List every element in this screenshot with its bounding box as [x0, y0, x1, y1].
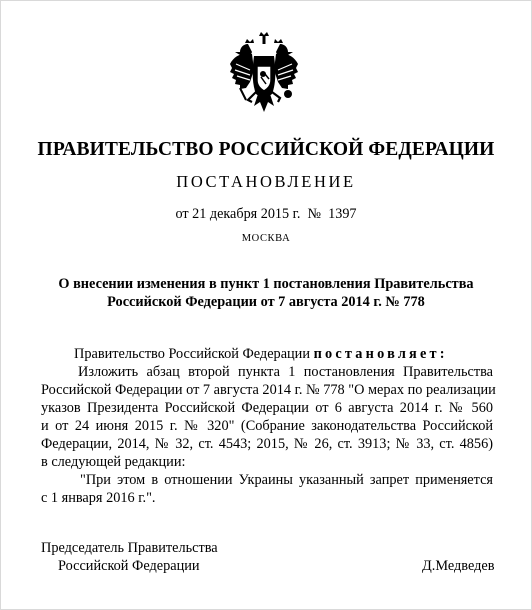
intro-verb: постановляет: — [313, 346, 448, 362]
signatory-name: Д.Медведев — [422, 558, 495, 574]
document-type: ПОСТАНОВЛЕНИЕ — [176, 172, 356, 191]
title-line-2: Российской Федерации от 7 августа 2014 г. № 778 — [107, 294, 425, 310]
government-heading: ПРАВИТЕЛЬСТВО РОССИЙСКОЙ ФЕДЕРАЦИИ — [37, 139, 495, 160]
body-line-7: "При этом в отношении Украины указанный запрет применяется — [80, 472, 493, 488]
date-and-number: от 21 декабря 2015 г. № 1397 — [175, 206, 357, 222]
body-line-5: Федерации, 2014, № 32, ст. 4543; 2015, № 26, ст. 3913; № 33, ст. 4856) — [41, 436, 493, 452]
body-line-8: с 1 января 2016 г.". — [41, 490, 156, 506]
body-line-2: Российской Федерации от 7 августа 2014 г. № 778 "О мерах по реализации — [41, 382, 496, 398]
signatory-position-line-2: Российской Федерации — [58, 558, 200, 574]
signatory-position-line-1: Председатель Правительства — [41, 540, 218, 556]
body-line-3: указов Президента Российской Федерации от 6 августа 2014 г. № 560 — [41, 400, 493, 416]
body-line-4: и от 24 июня 2015 г. № 320" (Собрание законодательства Российской — [41, 418, 493, 434]
title-line-1: О внесении изменения в пункт 1 постановления Правительства — [58, 276, 474, 292]
double-headed-eagle-icon — [226, 30, 302, 116]
city-label: МОСКВА — [241, 233, 291, 244]
body-line-6: в следующей редакции: — [41, 454, 186, 470]
intro-text: Правительство Российской Федерации — [74, 346, 310, 362]
body-line-1: Изложить абзац второй пункта 1 постановления Правительства — [78, 364, 493, 380]
intro-line — [74, 345, 448, 363]
